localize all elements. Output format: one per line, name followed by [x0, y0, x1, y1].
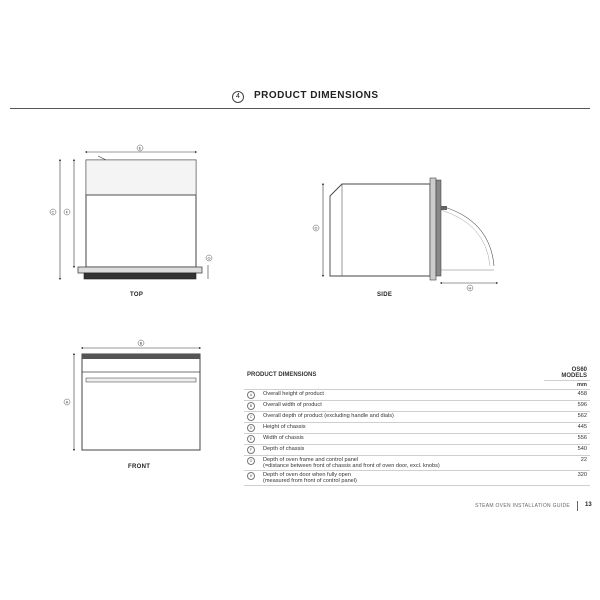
page-footer [0, 500, 600, 512]
row-label: Overall height of product [260, 390, 544, 401]
section-title: PRODUCT DIMENSIONS [254, 90, 379, 101]
table-header-row [244, 366, 590, 381]
table-unit: mm [544, 381, 590, 390]
row-label: Overall depth of product (excluding handle and dials) [260, 412, 544, 423]
table-row [244, 471, 590, 486]
front-view-drawing [64, 340, 200, 450]
table-row [244, 445, 590, 456]
footer-separator [577, 501, 578, 511]
dimensions-table [244, 366, 590, 486]
table-row [244, 456, 590, 471]
row-letter-badge: A [247, 391, 255, 399]
dim-a-label: A [65, 399, 69, 405]
row-letter-badge: B [247, 402, 255, 410]
section-number: 4 [232, 91, 244, 103]
row-value: 556 [544, 434, 590, 445]
table-row [244, 401, 590, 412]
view-label-front: FRONT [128, 464, 151, 470]
dim-e-label-top: E [138, 145, 142, 151]
view-label-top: TOP [130, 292, 144, 298]
table-title: PRODUCT DIMENSIONS [244, 366, 544, 390]
view-label-side: SIDE [377, 292, 393, 298]
row-label-note: (=distance between front of chassis and front of oven door, excl. knobs) [263, 463, 440, 469]
row-letter-badge: E [247, 435, 255, 443]
table-row [244, 434, 590, 445]
row-letter-badge: F [247, 446, 255, 454]
dim-f-label: F [65, 209, 69, 215]
row-letter-badge: D [247, 424, 255, 432]
row-letter-badge: C [247, 413, 255, 421]
dim-d-label: D [314, 225, 318, 231]
row-value: 596 [544, 401, 590, 412]
dim-c-label: C [51, 209, 55, 215]
table-model-header: OS60 MODELS [544, 366, 590, 381]
side-view-drawing [313, 178, 497, 291]
row-value: 458 [544, 390, 590, 401]
dim-h-label: H [468, 285, 472, 291]
row-value: 540 [544, 445, 590, 456]
row-label: Depth of chassis [260, 445, 544, 456]
row-value: 320 [544, 471, 590, 486]
dim-g-label: G [207, 255, 211, 261]
row-label: Depth of oven door when fully open [263, 472, 352, 478]
page-number: 13 [585, 502, 592, 508]
row-label-note: (measured from front of control panel) [263, 478, 357, 484]
row-label: Depth of oven frame and control panel [263, 457, 359, 463]
table-row [244, 423, 590, 434]
dim-b-label: B [139, 340, 143, 346]
table-row [244, 412, 590, 423]
row-letter-badge: H [247, 472, 255, 480]
row-value: 445 [544, 423, 590, 434]
row-label: Overall width of product [260, 401, 544, 412]
row-label: Height of chassis [260, 423, 544, 434]
row-value: 22 [544, 456, 590, 471]
top-view-drawing [50, 145, 212, 279]
table-row [244, 390, 590, 401]
footer-guide-title: STEAM OVEN INSTALLATION GUIDE [475, 503, 570, 509]
row-letter-badge: G [247, 457, 255, 465]
row-value: 562 [544, 412, 590, 423]
row-label: Width of chassis [260, 434, 544, 445]
